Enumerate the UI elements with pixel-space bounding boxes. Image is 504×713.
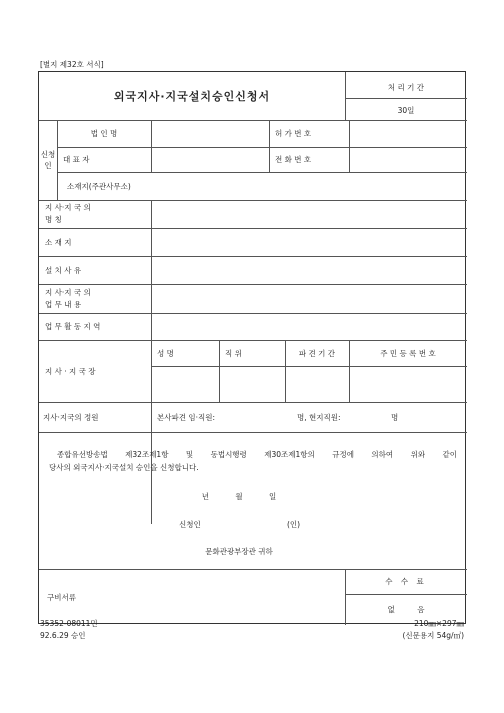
- corp-name-field[interactable]: [151, 120, 269, 147]
- form-code: 35352-08011민: [40, 619, 98, 628]
- address-field[interactable]: [169, 172, 467, 200]
- quota-unit: 명: [391, 412, 399, 422]
- activity-area-field[interactable]: [151, 313, 467, 340]
- quota-dispatched: 본사파견 임·직원:: [157, 412, 216, 422]
- business-content-field[interactable]: [151, 284, 467, 313]
- form-title: 외국지사·지국설치승인신청서: [113, 90, 271, 103]
- chief-label: 지 사 · 지 국 장: [45, 366, 96, 376]
- chief-header-position: 직 위: [225, 348, 242, 358]
- location-label: 소 재 지: [45, 237, 72, 247]
- representative-field[interactable]: [151, 147, 269, 172]
- phone-label: 전 화 번 호: [275, 155, 312, 164]
- approval-date: 92.6.29 승인: [40, 631, 86, 640]
- statement-text: 종합유선방송법 제32조제1항 및 동법시행령 제30조제1항의 규정에 의하여 위와 같이 당사의 외국지사·지국설치 승인을 신청합니다.: [49, 450, 457, 472]
- corp-name-label: 법 인 명: [90, 129, 118, 138]
- chief-header-period: 파 견 기 간: [298, 348, 336, 358]
- chief-position-field[interactable]: [219, 366, 285, 402]
- chief-name-field[interactable]: [151, 366, 219, 402]
- location-field[interactable]: [151, 228, 467, 256]
- address-label: 소재지(주관사무소): [67, 181, 131, 191]
- quota-local: 명, 현지직원:: [297, 412, 341, 422]
- reason-label: 설 치 사 유: [45, 265, 82, 275]
- reason-field[interactable]: [151, 256, 467, 284]
- form-label: [별지 제32호 서식]: [40, 60, 104, 69]
- chief-header-id: 주 민 등 록 번 호: [380, 348, 436, 358]
- applicant-sign-label: 신청인: [179, 519, 201, 529]
- documents-label: 구비서류: [47, 592, 76, 602]
- recipient-line: 문화관광부장관 귀하: [205, 546, 273, 556]
- application-form: [38, 71, 466, 624]
- chief-id-field[interactable]: [349, 366, 467, 402]
- processing-label: 처 리 기 간: [387, 82, 425, 92]
- permit-no-field[interactable]: [349, 120, 467, 147]
- permit-no-label: 허 가 번 호: [275, 129, 312, 138]
- phone-field[interactable]: [349, 147, 467, 172]
- activity-area-label: 업 무 활 동 지 역: [45, 322, 101, 331]
- processing-value: 30일: [397, 105, 415, 115]
- paper-spec: (신문용지 54g/㎡): [402, 631, 464, 640]
- fee-label: 수 수 료: [385, 577, 427, 586]
- branch-name-label: 지 사·지 국 의 명 칭: [45, 203, 91, 224]
- paper-size: 210㎜×297㎜: [414, 619, 464, 628]
- chief-header-name: 성 명: [157, 348, 174, 358]
- branch-name-field[interactable]: [151, 200, 467, 228]
- seal-mark: (인): [287, 519, 301, 529]
- business-content-label: 지 사·지 국 의 업 무 내 용: [45, 287, 91, 309]
- quota-label: 지사·지국의 정원: [43, 412, 99, 422]
- fee-value: 없 음: [387, 605, 425, 614]
- date-line: 년 월 일: [201, 491, 277, 501]
- representative-label: 대 표 자: [63, 155, 90, 164]
- applicant-group-label: 신청인: [40, 150, 56, 170]
- chief-period-field[interactable]: [285, 366, 349, 402]
